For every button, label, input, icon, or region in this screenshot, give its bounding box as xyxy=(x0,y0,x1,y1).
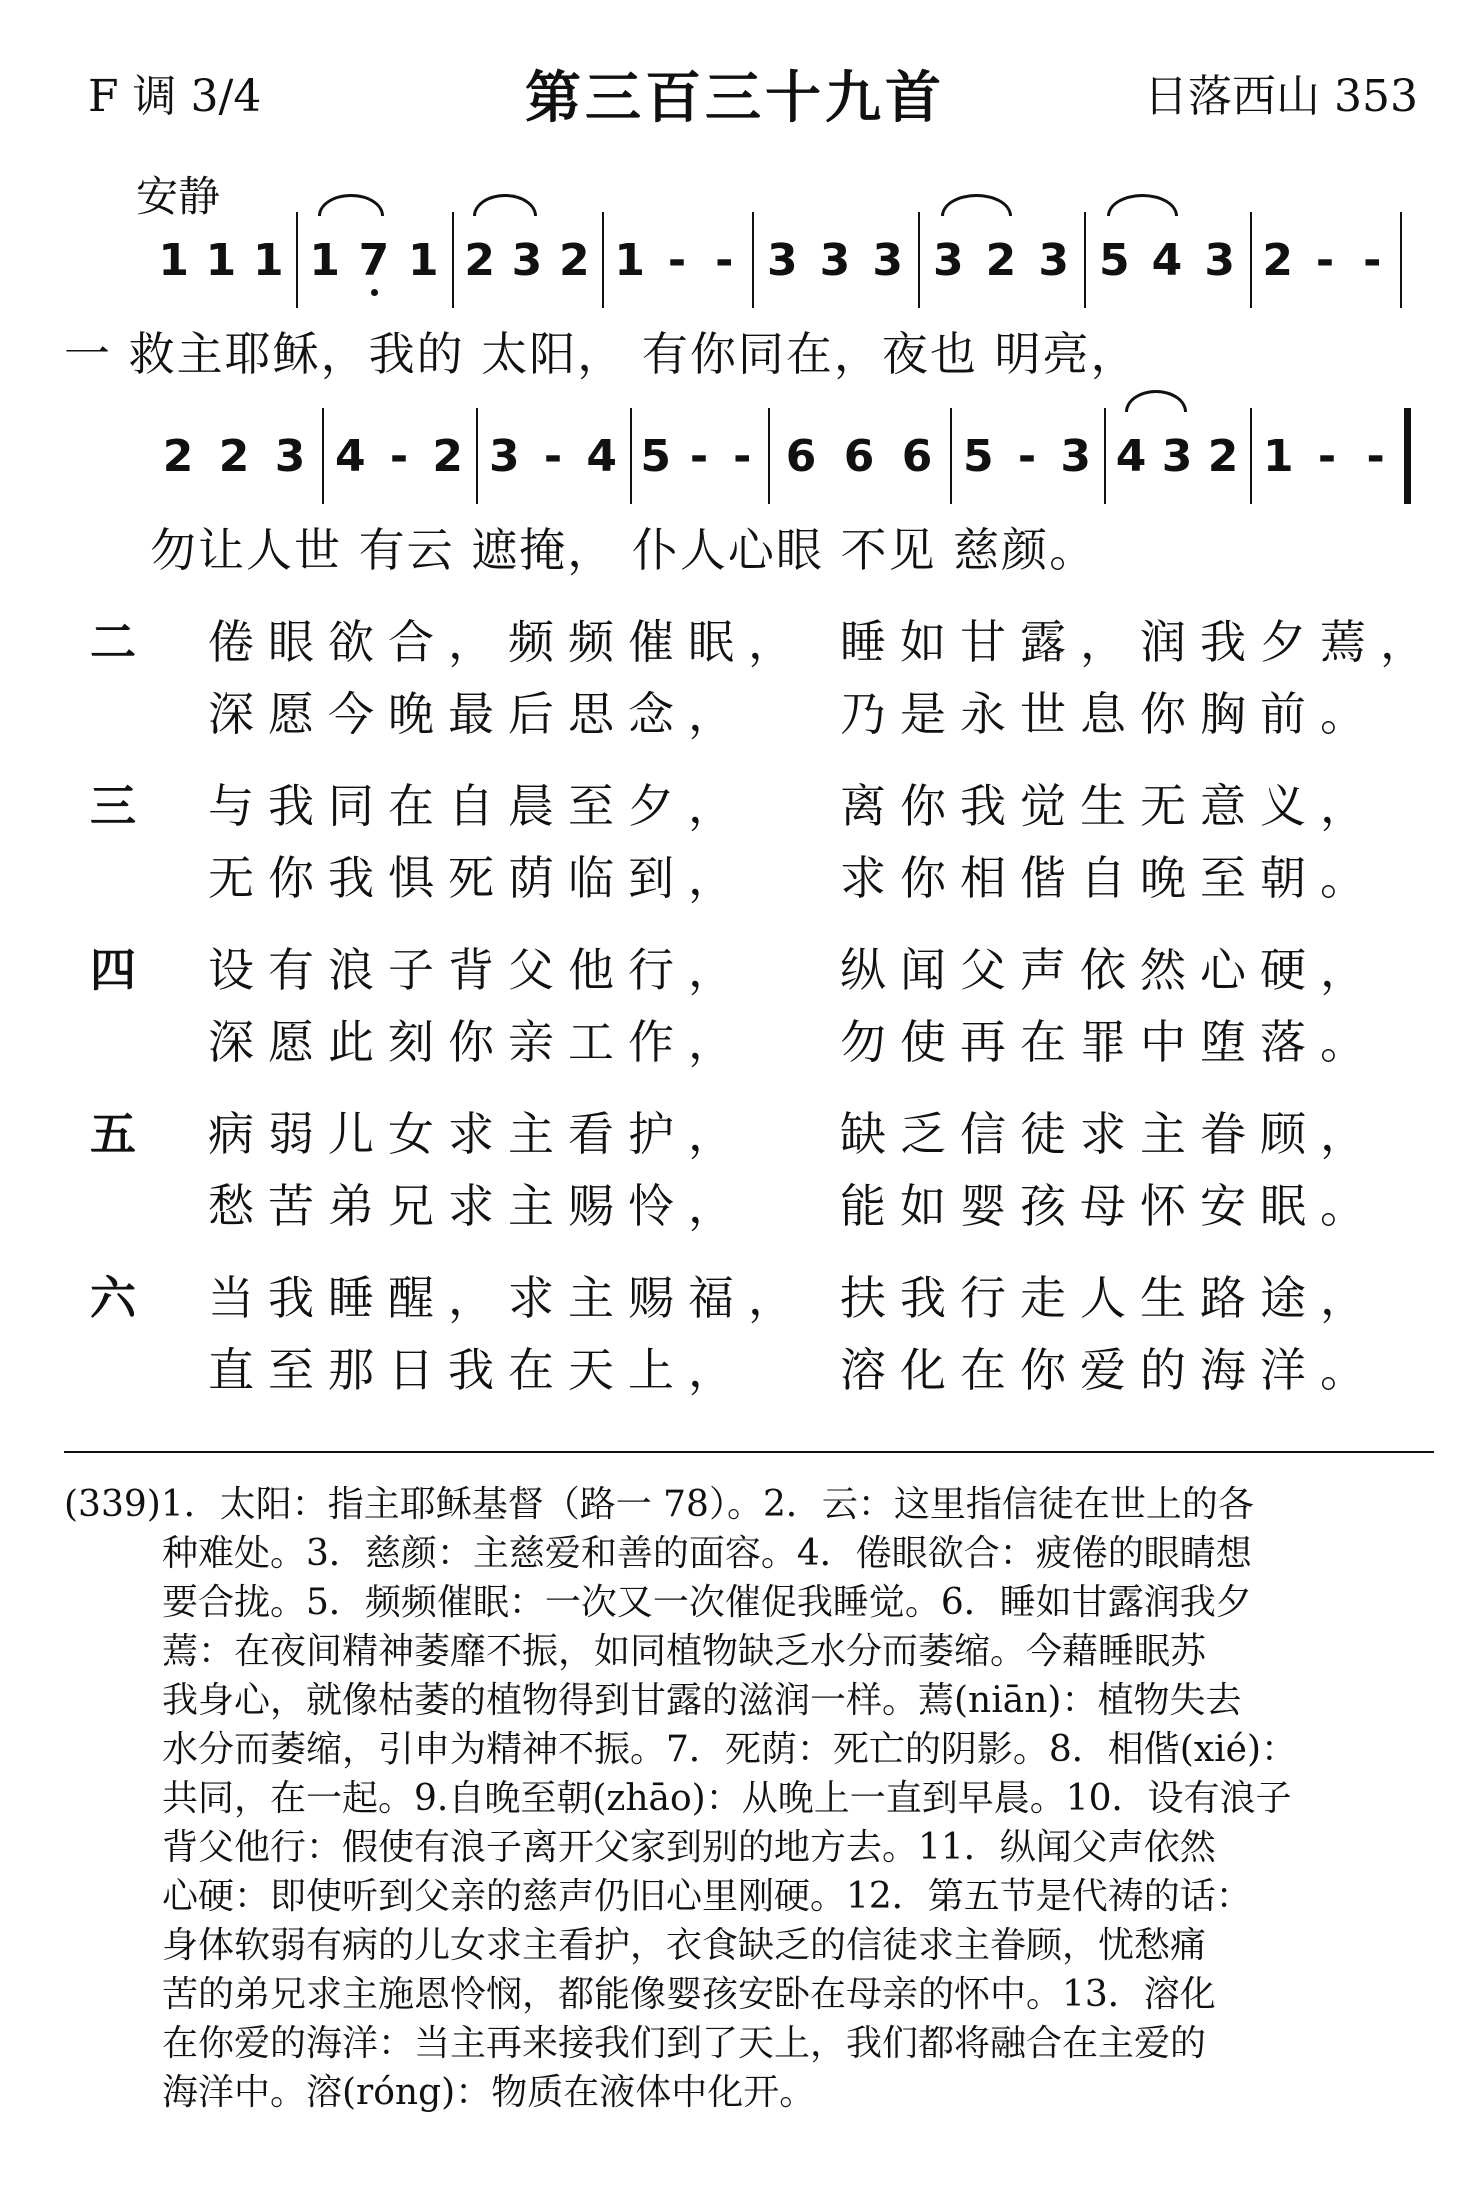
note: 5 xyxy=(640,430,671,482)
note: - xyxy=(715,234,734,286)
score-line-1 xyxy=(0,220,1470,300)
note: - xyxy=(667,234,687,286)
verse-number: 五 xyxy=(90,1107,136,1161)
footnote-line: 共同，在一起。9.自晚至朝(zhāo)：从晚上一直到早晨。10．设有浪子 xyxy=(162,1778,1292,1819)
verse-line: 无你我惧死荫临到， xyxy=(208,851,748,905)
verse-line: 溶化在你爱的海洋。 xyxy=(840,1343,1380,1397)
verse-line: 睡如甘露，润我夕蔫， xyxy=(840,615,1440,669)
slur xyxy=(1125,390,1187,412)
verse-line: 设有浪子背父他行， xyxy=(208,943,748,997)
barline xyxy=(322,408,324,504)
barline xyxy=(768,408,770,504)
note: - xyxy=(1317,430,1337,482)
note: 4 xyxy=(335,430,366,482)
note: 1 xyxy=(158,234,189,286)
lyrics-line-2: 勿让人世 有云 遮掩， 仆人心眼 不见 慈颜。 xyxy=(150,523,1098,577)
low-octave-dot xyxy=(371,289,378,296)
verse-line: 直至那日我在天上， xyxy=(208,1343,748,1397)
note: 1 xyxy=(205,234,237,286)
measure xyxy=(150,416,318,496)
barline xyxy=(752,212,754,308)
verse-line: 深愿今晚最后思念， xyxy=(208,687,748,741)
note: 2 xyxy=(1262,234,1293,286)
footnote-line: (339)1．太阳：指主耶稣基督（路一 78）。2．云：这里指信徒在世上的各 xyxy=(64,1484,1254,1525)
measure xyxy=(150,220,292,300)
note: - xyxy=(389,430,409,482)
verse-line: 缺乏信徒求主眷顾， xyxy=(840,1107,1380,1161)
divider xyxy=(64,1451,1434,1453)
measure xyxy=(772,416,946,496)
measure xyxy=(1108,416,1246,496)
note: - xyxy=(733,430,752,482)
note: 4 xyxy=(1115,430,1147,482)
footnote-line: 在你爱的海洋：当主再来接我们到了天上，我们都将融合在主爱的 xyxy=(162,2023,1207,2064)
barline xyxy=(1250,212,1252,308)
measure xyxy=(922,220,1080,300)
note: 3 xyxy=(819,234,851,286)
footnote-line: 种难处。3．慈颜：主慈爱和善的面容。4．倦眼欲合：疲倦的眼睛想 xyxy=(162,1533,1252,1574)
barline xyxy=(1104,408,1106,504)
measure xyxy=(606,220,748,300)
barline xyxy=(1404,408,1411,504)
verse-line: 求你相偕自晚至朝。 xyxy=(840,851,1380,905)
note: 5 xyxy=(1099,234,1130,286)
lyrics-line-1: 一 救主耶稣，我的 太阳， 有你同在，夜也 明亮， xyxy=(64,327,1139,381)
score-line-2 xyxy=(0,416,1470,496)
measure xyxy=(756,220,914,300)
note: - xyxy=(1366,430,1385,482)
measure xyxy=(1254,416,1400,496)
barline xyxy=(1250,408,1252,504)
verse-line: 愁苦弟兄求主赐怜， xyxy=(208,1179,748,1233)
footnote-line: 背父他行：假使有浪子离开父家到别的地方去。11．纵闻父声依然 xyxy=(162,1827,1216,1868)
hymn-title: 第三百三十九首 xyxy=(525,66,945,131)
barline xyxy=(1084,212,1086,308)
footnote-line: 水分而萎缩，引申为精神不振。7．死荫：死亡的阴影。8．相偕(xié)： xyxy=(162,1729,1298,1770)
barline xyxy=(602,212,604,308)
footnote-line: 海洋中。溶(róng)：物质在液体中化开。 xyxy=(162,2072,816,2113)
footnote-line: 心硬：即使听到父亲的慈声仍旧心里刚硬。12．第五节是代祷的话： xyxy=(162,1876,1252,1917)
note: 3 xyxy=(872,234,903,286)
note: 3 xyxy=(767,234,798,286)
note: - xyxy=(689,430,709,482)
note: 4 xyxy=(1151,234,1183,286)
note: 3 xyxy=(511,234,543,286)
note: 3 xyxy=(1161,430,1193,482)
note: - xyxy=(1017,430,1037,482)
note: 4 xyxy=(586,430,617,482)
barline xyxy=(476,408,478,504)
note: - xyxy=(1363,234,1382,286)
measure xyxy=(634,416,764,496)
note: - xyxy=(543,430,563,482)
measure xyxy=(300,220,448,300)
note: 3 xyxy=(1060,430,1091,482)
verse-number: 三 xyxy=(90,779,136,833)
note: 2 xyxy=(464,234,495,286)
note: 3 xyxy=(274,430,306,482)
tempo-mark: 安静 xyxy=(136,172,221,221)
verse-line: 与我同在自晨至夕， xyxy=(208,779,748,833)
verse-line: 乃是永世息你胸前。 xyxy=(840,687,1380,741)
barline xyxy=(296,212,298,308)
verse-line: 纵闻父声依然心硬， xyxy=(840,943,1380,997)
note: 3 xyxy=(1204,234,1235,286)
slur xyxy=(941,194,1012,216)
note: 6 xyxy=(785,430,817,482)
verse-number: 六 xyxy=(90,1271,136,1325)
footnote-line: 苦的弟兄求主施恩怜悯，都能像婴孩安卧在母亲的怀中。13．溶化 xyxy=(162,1974,1216,2015)
footnote-line: 蔫：在夜间精神萎靡不振，如同植物缺乏水分而萎缩。今藉睡眠苏 xyxy=(162,1631,1207,1672)
measure xyxy=(480,416,626,496)
slur xyxy=(318,194,385,216)
verse-line: 深愿此刻你亲工作， xyxy=(208,1015,748,1069)
verse-line: 当我睡醒，求主赐福， xyxy=(208,1271,808,1325)
note: 2 xyxy=(985,234,1017,286)
note: 2 xyxy=(559,234,590,286)
verse-number: 四 xyxy=(90,943,136,997)
note: 3 xyxy=(1038,234,1069,286)
note: 5 xyxy=(963,430,994,482)
footnotes xyxy=(64,1480,1438,2117)
measure xyxy=(456,220,598,300)
note: 6 xyxy=(901,430,933,482)
page-label: 日落西山 353 xyxy=(1144,71,1418,122)
verse-line: 倦眼欲合，频频催眠， xyxy=(208,615,808,669)
verse-line: 离你我觉生无意义， xyxy=(840,779,1380,833)
verse-line: 勿使再在罪中堕落。 xyxy=(840,1015,1380,1069)
measure xyxy=(1088,220,1246,300)
measure xyxy=(326,416,472,496)
note: 2 xyxy=(1207,430,1239,482)
note: 6 xyxy=(843,430,875,482)
footnote-line: 我身心，就像枯萎的植物得到甘露的滋润一样。蔫(niān)：植物失去 xyxy=(162,1680,1242,1721)
barline xyxy=(630,408,632,504)
footnote-line: 要合拢。5．频频催眠：一次又一次催促我睡觉。6．睡如甘露润我夕 xyxy=(162,1582,1252,1623)
measure xyxy=(954,416,1100,496)
note: 2 xyxy=(218,430,250,482)
note: 7 xyxy=(356,235,392,286)
note: 2 xyxy=(432,430,463,482)
slur xyxy=(473,194,537,216)
barline xyxy=(950,408,952,504)
verse-number: 二 xyxy=(90,615,136,669)
note: 3 xyxy=(489,430,520,482)
barline xyxy=(452,212,454,308)
note: 2 xyxy=(162,430,194,482)
measure xyxy=(1254,220,1396,300)
key-signature: F 调 3/4 xyxy=(88,71,262,122)
verse-line: 扶我行走人生路途， xyxy=(840,1271,1380,1325)
barline xyxy=(1400,212,1402,308)
note: 1 xyxy=(614,234,645,286)
note: 3 xyxy=(933,234,964,286)
note: 1 xyxy=(309,234,340,286)
slur xyxy=(1107,194,1178,216)
footnote-line: 身体软弱有病的儿女求主看护，衣食缺乏的信徒求主眷顾，忧愁痛 xyxy=(162,1925,1207,1966)
note: 1 xyxy=(408,234,439,286)
note: - xyxy=(1315,234,1335,286)
note: 1 xyxy=(253,234,284,286)
barline xyxy=(918,212,920,308)
note: 1 xyxy=(1263,430,1294,482)
verse-line: 能如婴孩母怀安眠。 xyxy=(840,1179,1380,1233)
verse-line: 病弱儿女求主看护， xyxy=(208,1107,748,1161)
